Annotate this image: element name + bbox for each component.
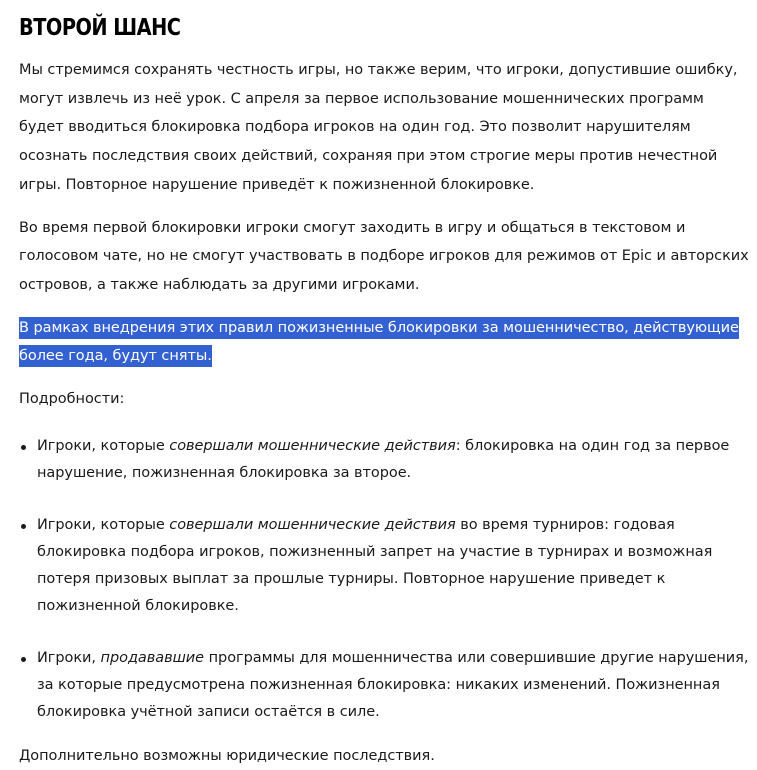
details-label: Подробности: [19, 391, 125, 408]
paragraph-legal: Дополнительно возможны юридические последствия. [19, 747, 435, 764]
list-item-emphasis: совершали мошеннические действия [169, 437, 456, 454]
article [19, 14, 749, 770]
list-item-text: Игроки, которые [37, 437, 170, 454]
list-item-text: Игроки, [37, 649, 101, 666]
list-item-text: программы для мошенничества или совершившие другие нарушения, за которые предусмотрена пожизненная блокировка: никаких изменений. Пожизненная блокировка учётной записи остаётся в силе. [37, 649, 749, 720]
paragraph-first-ban: Во время первой блокировки игроки смогут заходить в игру и общаться в текстовом и голосовом чате, но не смогут участвовать в подборе игроков для режимов от Epic и авторских островов, а также наблюдать за другими игроками. [19, 219, 749, 293]
details-list [19, 433, 749, 726]
list-item-emphasis: продававшие [100, 649, 205, 666]
list-item-text: : блокировка на один год за первое нарушение, пожизненная блокировка за второе. [37, 437, 730, 481]
list-item [37, 433, 749, 487]
section-heading: ВТОРОЙ ШАНС [19, 15, 181, 41]
paragraph-highlighted [19, 314, 749, 371]
paragraph-intro: Мы стремимся сохранять честность игры, но также верим, что игроки, допустившие ошибку, могут извлечь из неё урок. С апреля за первое использование мошеннических программ будет вводиться блокировка подбора игроков на один год. Это позволит нарушителям осознать последствия своих действий, сохраняя при этом строгие меры против нечестной игры. Повторное нарушение приведёт к пожизненной блокировке. [19, 62, 738, 193]
list-item [37, 512, 749, 620]
list-item [37, 645, 749, 726]
selected-text-highlight[interactable]: В рамках внедрения этих правил пожизненные блокировки за мошенничество, действующие более года, будут сняты. [19, 317, 739, 368]
list-item-text: во время турниров: годовая блокировка подбора игроков, пожизненный запрет на участие в турнирах и возможная потеря призовых выплат за прошлые турниры. Повторное нарушение приведет к пожизненной блокировке. [37, 516, 713, 614]
list-item-text: Игроки, которые [37, 516, 170, 533]
list-item-emphasis: совершали мошеннические действия [169, 516, 456, 533]
